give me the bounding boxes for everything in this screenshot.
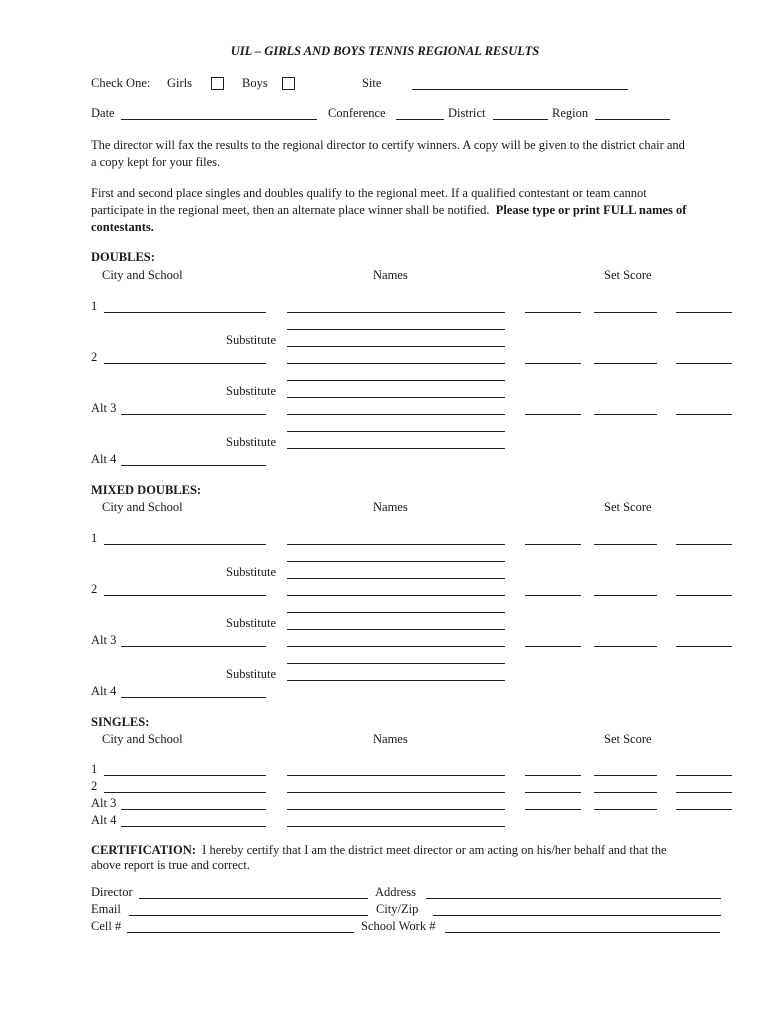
singles-row-alt-3-player-field[interactable]	[287, 809, 505, 810]
mixed-doubles-row-alt-3-label: Alt 3	[91, 633, 117, 647]
qualification-text: First and second place singles and doubles qualify to the regional meet. If a qualified contestant or team cannot participate in the regional meet, then an alternate place winner shall be notified.	[91, 186, 647, 217]
instructions-paragraph: The director will fax the results to the regional director to certify winners. A copy will be given to the district chair and a copy kept for your files.	[91, 138, 685, 169]
mixed-doubles-row-2-city-school-field[interactable]	[104, 595, 266, 596]
check-one-label: Check One:	[91, 76, 151, 90]
date-label: Date	[91, 106, 115, 120]
doubles-row-alt-3-set-score-2-field[interactable]	[594, 414, 657, 415]
mixed-doubles-row-2-set-score-2-field[interactable]	[594, 595, 657, 596]
mixed-doubles-row-1-city-school-field[interactable]	[104, 544, 266, 545]
doubles-row-1-set-score-1-field[interactable]	[525, 312, 581, 313]
singles-row-1-label: 1	[91, 762, 98, 776]
mixed-doubles-row-1-label: 1	[91, 531, 98, 545]
date-field[interactable]	[121, 119, 317, 120]
mixed-doubles-row-1-player1-field[interactable]	[287, 544, 505, 545]
doubles-names-header: Names	[373, 268, 408, 282]
mixed-doubles-set-score-header: Set Score	[604, 500, 652, 514]
mixed-doubles-row-1-set-score-1-field[interactable]	[525, 544, 581, 545]
certification-text: I hereby certify that I am the district meet director or am acting on his/her behalf and that the above report is true and correct.	[91, 843, 667, 872]
region-field[interactable]	[595, 119, 670, 120]
conference-label: Conference	[328, 106, 386, 120]
city-zip-field[interactable]	[433, 915, 721, 916]
mixed-doubles-row-alt-3-city-school-field[interactable]	[121, 646, 266, 647]
singles-row-2-player-field[interactable]	[287, 792, 505, 793]
mixed-doubles-row-alt-3-set-score-3-field[interactable]	[676, 646, 732, 647]
doubles-row-2-label: 2	[91, 350, 98, 364]
doubles-row-1-set-score-2-field[interactable]	[594, 312, 657, 313]
mixed-doubles-city-school-header: City and School	[102, 500, 183, 514]
mixed-doubles-row-alt-3-substitute-field[interactable]	[287, 680, 505, 681]
doubles-row-1-substitute-field[interactable]	[287, 346, 505, 347]
girls-checkbox[interactable]	[211, 77, 224, 90]
girls-label: Girls	[167, 76, 192, 90]
singles-row-alt-3-set-score-2-field[interactable]	[594, 809, 657, 810]
doubles-row-2-substitute-field[interactable]	[287, 397, 505, 398]
singles-row-2-city-school-field[interactable]	[104, 792, 266, 793]
doubles-row-2-set-score-2-field[interactable]	[594, 363, 657, 364]
mixed-doubles-row-2-player1-field[interactable]	[287, 595, 505, 596]
doubles-row-alt-3-city-school-field[interactable]	[121, 414, 266, 415]
singles-row-2-label: 2	[91, 779, 98, 793]
mixed-doubles-row-1-player2-field[interactable]	[287, 561, 505, 562]
doubles-row-alt-3-substitute-field[interactable]	[287, 448, 505, 449]
doubles-row-2-set-score-1-field[interactable]	[525, 363, 581, 364]
certification-statement	[91, 843, 691, 873]
city-zip-label: City/Zip	[376, 902, 419, 916]
mixed-doubles-row-1-set-score-3-field[interactable]	[676, 544, 732, 545]
singles-row-1-player-field[interactable]	[287, 775, 505, 776]
mixed-doubles-row-1-substitute-label: Substitute	[226, 565, 277, 579]
mixed-doubles-row-2-set-score-1-field[interactable]	[525, 595, 581, 596]
director-label: Director	[91, 885, 133, 899]
doubles-row-alt-4-label: Alt 4	[91, 452, 117, 466]
address-label: Address	[375, 885, 416, 899]
mixed-doubles-row-2-substitute-field[interactable]	[287, 629, 505, 630]
singles-row-1-city-school-field[interactable]	[104, 775, 266, 776]
singles-row-1-set-score-1-field[interactable]	[525, 775, 581, 776]
doubles-heading: DOUBLES:	[91, 250, 155, 264]
boys-label: Boys	[242, 76, 268, 90]
singles-row-alt-4-city-school-field[interactable]	[121, 826, 266, 827]
doubles-row-alt-3-label: Alt 3	[91, 401, 117, 415]
doubles-set-score-header: Set Score	[604, 268, 652, 282]
district-field[interactable]	[493, 119, 548, 120]
singles-row-alt-4-player-field[interactable]	[287, 826, 505, 827]
doubles-row-alt-3-set-score-3-field[interactable]	[676, 414, 732, 415]
singles-city-school-header: City and School	[102, 732, 183, 746]
cell-field[interactable]	[127, 932, 354, 933]
doubles-row-alt-4-city-school-field[interactable]	[121, 465, 266, 466]
singles-row-1-set-score-2-field[interactable]	[594, 775, 657, 776]
mixed-doubles-row-alt-3-player2-field[interactable]	[287, 663, 505, 664]
singles-set-score-header: Set Score	[604, 732, 652, 746]
mixed-doubles-row-2-player2-field[interactable]	[287, 612, 505, 613]
mixed-doubles-row-alt-4-city-school-field[interactable]	[121, 697, 266, 698]
singles-row-alt-3-set-score-1-field[interactable]	[525, 809, 581, 810]
doubles-row-1-set-score-3-field[interactable]	[676, 312, 732, 313]
singles-row-2-set-score-1-field[interactable]	[525, 792, 581, 793]
singles-row-alt-3-city-school-field[interactable]	[121, 809, 266, 810]
site-label: Site	[362, 76, 382, 90]
print-names-note: Please type or print FULL names of contestants.	[91, 203, 687, 234]
singles-heading: SINGLES:	[91, 715, 150, 729]
mixed-doubles-names-header: Names	[373, 500, 408, 514]
form-title: UIL – GIRLS AND BOYS TENNIS REGIONAL RESULTS	[230, 44, 540, 58]
site-field[interactable]	[412, 89, 628, 90]
doubles-row-alt-3-set-score-1-field[interactable]	[525, 414, 581, 415]
singles-row-alt-3-label: Alt 3	[91, 796, 117, 810]
mixed-doubles-row-2-set-score-3-field[interactable]	[676, 595, 732, 596]
district-label: District	[448, 106, 486, 120]
mixed-doubles-row-alt-3-substitute-label: Substitute	[226, 667, 277, 681]
doubles-row-alt-3-substitute-label: Substitute	[226, 435, 277, 449]
doubles-row-2-set-score-3-field[interactable]	[676, 363, 732, 364]
doubles-row-2-substitute-label: Substitute	[226, 384, 277, 398]
mixed-doubles-row-2-substitute-label: Substitute	[226, 616, 277, 630]
doubles-row-alt-3-player2-field[interactable]	[287, 431, 505, 432]
mixed-doubles-row-2-label: 2	[91, 582, 98, 596]
doubles-row-1-player1-field[interactable]	[287, 312, 505, 313]
doubles-row-1-label: 1	[91, 299, 98, 313]
singles-row-1-set-score-3-field[interactable]	[676, 775, 732, 776]
qualification-paragraph	[91, 185, 691, 236]
mixed-doubles-row-alt-3-player1-field[interactable]	[287, 646, 505, 647]
doubles-row-alt-3-player1-field[interactable]	[287, 414, 505, 415]
doubles-row-1-substitute-label: Substitute	[226, 333, 277, 347]
conference-field[interactable]	[396, 119, 444, 120]
doubles-city-school-header: City and School	[102, 268, 183, 282]
email-field[interactable]	[129, 915, 368, 916]
mixed-doubles-row-alt-3-set-score-2-field[interactable]	[594, 646, 657, 647]
mixed-doubles-heading: MIXED DOUBLES:	[91, 483, 202, 497]
singles-names-header: Names	[373, 732, 408, 746]
school-work-label: School Work #	[361, 919, 436, 933]
mixed-doubles-row-alt-3-set-score-1-field[interactable]	[525, 646, 581, 647]
doubles-row-1-player2-field[interactable]	[287, 329, 505, 330]
singles-row-2-set-score-2-field[interactable]	[594, 792, 657, 793]
cell-label: Cell #	[91, 919, 122, 933]
certification-label: CERTIFICATION:	[91, 843, 196, 857]
school-work-field[interactable]	[445, 932, 720, 933]
mixed-doubles-row-1-substitute-field[interactable]	[287, 578, 505, 579]
singles-row-alt-3-set-score-3-field[interactable]	[676, 809, 732, 810]
singles-row-2-set-score-3-field[interactable]	[676, 792, 732, 793]
mixed-doubles-row-1-set-score-2-field[interactable]	[594, 544, 657, 545]
mixed-doubles-row-alt-4-label: Alt 4	[91, 684, 117, 698]
doubles-row-2-player1-field[interactable]	[287, 363, 505, 364]
address-field[interactable]	[426, 898, 721, 899]
region-label: Region	[552, 106, 589, 120]
director-field[interactable]	[139, 898, 368, 899]
doubles-row-2-player2-field[interactable]	[287, 380, 505, 381]
doubles-row-2-city-school-field[interactable]	[104, 363, 266, 364]
singles-row-alt-4-label: Alt 4	[91, 813, 117, 827]
doubles-row-1-city-school-field[interactable]	[104, 312, 266, 313]
boys-checkbox[interactable]	[282, 77, 295, 90]
email-label: Email	[91, 902, 121, 916]
